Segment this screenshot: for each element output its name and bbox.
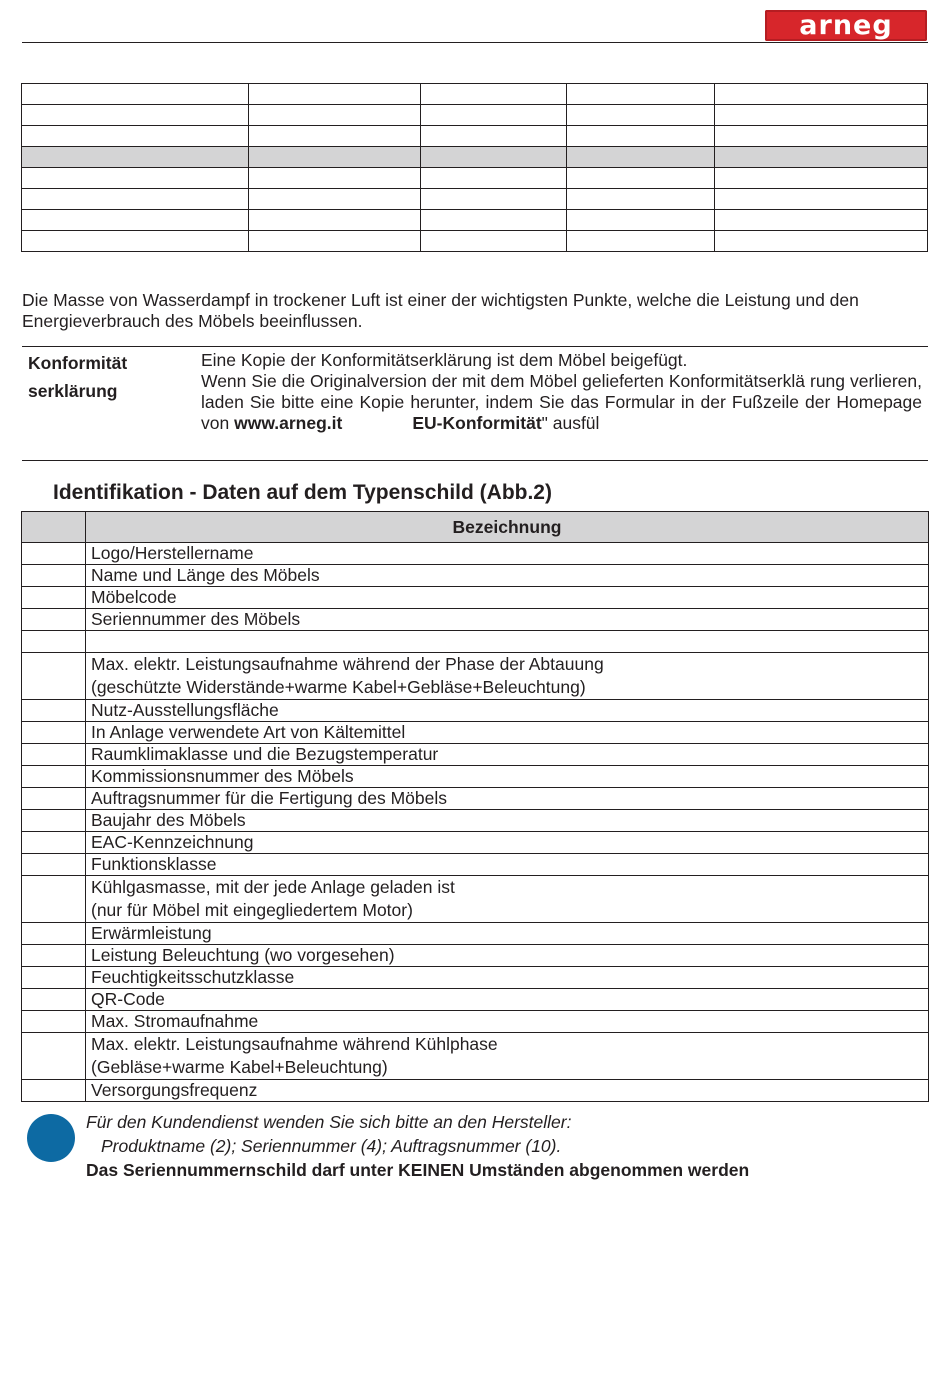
row-number-cell (22, 1011, 86, 1033)
row-description: Leistung Beleuchtung (wo vorgesehen) (91, 945, 395, 965)
row-description: Baujahr des Möbels (91, 810, 246, 830)
table-cell (715, 84, 928, 105)
identification-row (22, 722, 929, 744)
row-number-cell (22, 653, 86, 700)
table-cell (22, 105, 249, 126)
note-line3: Das Seriennummernschild darf unter KEINEN Umständen abgenommen werden (86, 1160, 750, 1180)
table-cell (420, 126, 567, 147)
identification-row (22, 1011, 929, 1033)
conformity-line2 (201, 371, 922, 434)
table-cell (567, 105, 715, 126)
row-description (91, 631, 923, 652)
row-number-cell (22, 923, 86, 945)
row-number-cell (22, 744, 86, 766)
table-cell (248, 210, 420, 231)
row-number-cell (22, 543, 86, 565)
table-row (22, 105, 928, 126)
row-description-cell (86, 722, 929, 744)
identification-row (22, 700, 929, 722)
row-description-cell (86, 876, 929, 923)
row-number-cell (22, 832, 86, 854)
row-number-cell (22, 967, 86, 989)
row-description: Nutz-Ausstellungsfläche (91, 700, 279, 720)
row-description: Kommissionsnummer des Möbels (91, 766, 354, 786)
row-description-line2: (Gebläse+warme Kabel+Beleuchtung) (91, 1057, 388, 1077)
conformity-label-line2: serklärung (28, 381, 118, 401)
row-description-cell (86, 543, 929, 565)
table-cell (567, 231, 715, 252)
row-description: In Anlage verwendete Art von Kältemittel (91, 722, 406, 742)
table-cell (248, 126, 420, 147)
row-description-line2: (geschützte Widerstände+warme Kabel+Gebläse+Beleuchtung) (91, 677, 586, 697)
table-cell (567, 168, 715, 189)
table-cell (22, 147, 249, 168)
row-number-cell (22, 700, 86, 722)
row-description: Funktionsklasse (91, 854, 217, 874)
table-cell (248, 105, 420, 126)
vapor-paragraph: Die Masse von Wasserdampf in trockener Luft ist einer der wichtigsten Punkte, welche die Leistung und den Energieverbrauch des Möbels beeinflussen. (22, 290, 859, 331)
identification-row (22, 945, 929, 967)
identification-row (22, 989, 929, 1011)
table-cell (22, 231, 249, 252)
table-cell (248, 168, 420, 189)
table-cell (567, 189, 715, 210)
note-line1: Für den Kundendienst wenden Sie sich bitte an den Hersteller: (86, 1112, 572, 1132)
conformity-line2-text: Wenn Sie die Originalversion der mit dem Möbel gelieferten Konformitätserklä rung verlieren, laden Sie bitte eine Kopie herunter, indem Sie das Formular in der Fußzeile der Homepage von (201, 371, 922, 433)
row-number-cell (22, 722, 86, 744)
table-row (22, 147, 928, 168)
identification-row (22, 587, 929, 609)
row-description-cell (86, 989, 929, 1011)
table-cell (248, 189, 420, 210)
table-cell (715, 210, 928, 231)
row-description-cell (86, 854, 929, 876)
note-line2: Produktname (2); Seriennummer (4); Auftragsnummer (10). (101, 1136, 562, 1156)
row-description: Versorgungsfrequenz (91, 1080, 258, 1100)
table-row (22, 189, 928, 210)
identification-row (22, 565, 929, 587)
conformity-label (28, 349, 178, 405)
table-cell (567, 210, 715, 231)
conformity-text (201, 350, 922, 434)
identification-row (22, 923, 929, 945)
table-cell (420, 210, 567, 231)
identification-row (22, 1033, 929, 1080)
identification-row (22, 788, 929, 810)
conformity-top-rule (22, 346, 928, 347)
row-number-cell (22, 766, 86, 788)
row-description: Logo/Herstellername (91, 543, 254, 563)
table-cell (248, 231, 420, 252)
row-number-cell (22, 631, 86, 653)
row-number-cell (22, 810, 86, 832)
identification-table (21, 511, 929, 1102)
row-description-line2: (nur für Möbel mit eingegliedertem Motor) (91, 900, 413, 920)
eu-conformity-label: EU-Konformität (412, 413, 542, 433)
row-description-cell (86, 631, 929, 653)
number-header-cell (22, 512, 86, 543)
conformity-line1: Eine Kopie der Konformitätserklärung ist dem Möbel beigefügt. (201, 350, 688, 370)
row-description: Raumklimaklasse und die Bezugstemperatur (91, 744, 439, 764)
row-number-cell (22, 1033, 86, 1080)
row-number-cell (22, 788, 86, 810)
arneg-logo: arneg (765, 10, 927, 41)
table-row (22, 210, 928, 231)
identification-row (22, 1080, 929, 1102)
table-row (22, 84, 928, 105)
row-description-cell (86, 609, 929, 631)
table-cell (420, 189, 567, 210)
table-row (22, 231, 928, 252)
table-row (22, 126, 928, 147)
row-description-cell (86, 1080, 929, 1102)
conformity-bottom-rule (22, 460, 928, 461)
table-row (22, 168, 928, 189)
row-description: Seriennummer des Möbels (91, 609, 301, 629)
row-description: Kühlgasmasse, mit der jede Anlage geladen ist (91, 877, 455, 897)
row-number-cell (22, 565, 86, 587)
row-description-cell (86, 967, 929, 989)
identification-row (22, 876, 929, 923)
section-title: Identifikation - Daten auf dem Typenschild (Abb.2) (53, 481, 552, 504)
service-note (86, 1110, 926, 1182)
row-description: Max. Stromaufnahme (91, 1011, 259, 1031)
row-description: Möbelcode (91, 587, 177, 607)
identification-row (22, 967, 929, 989)
row-description-cell (86, 587, 929, 609)
row-description-cell (86, 945, 929, 967)
row-description: Max. elektr. Leistungsaufnahme während der Phase der Abtauung (91, 654, 604, 674)
row-description: QR-Code (91, 989, 165, 1009)
table-cell (715, 231, 928, 252)
identification-row (22, 854, 929, 876)
table-cell (567, 84, 715, 105)
table-cell (22, 189, 249, 210)
table-cell (22, 126, 249, 147)
table-cell (22, 168, 249, 189)
table-cell (715, 168, 928, 189)
row-number-cell (22, 989, 86, 1011)
identification-header-row (22, 512, 929, 543)
row-description: Feuchtigkeitsschutzklasse (91, 967, 295, 987)
row-description-cell (86, 565, 929, 587)
row-number-cell (22, 854, 86, 876)
table-cell (715, 147, 928, 168)
conformity-line2-end: " ausfül (541, 413, 600, 433)
row-description-cell (86, 923, 929, 945)
row-description-cell (86, 766, 929, 788)
table-cell (715, 105, 928, 126)
row-description-cell (86, 788, 929, 810)
row-description-cell (86, 744, 929, 766)
identification-row (22, 609, 929, 631)
row-number-cell (22, 945, 86, 967)
info-dot-icon (27, 1114, 75, 1162)
row-description: Auftragsnummer für die Fertigung des Möbels (91, 788, 447, 808)
identification-row (22, 810, 929, 832)
row-number-cell (22, 876, 86, 923)
table-cell (567, 126, 715, 147)
table-cell (248, 84, 420, 105)
row-description: Max. elektr. Leistungsaufnahme während Kühlphase (91, 1034, 498, 1054)
row-description: Name und Länge des Möbels (91, 565, 320, 585)
table-cell (420, 168, 567, 189)
identification-row (22, 832, 929, 854)
table-cell (715, 126, 928, 147)
table-cell (420, 105, 567, 126)
row-number-cell (22, 587, 86, 609)
row-description: EAC-Kennzeichnung (91, 832, 254, 852)
identification-row (22, 543, 929, 565)
row-description-cell (86, 653, 929, 700)
table-cell (22, 84, 249, 105)
identification-row (22, 766, 929, 788)
empty-data-table (21, 83, 928, 252)
row-description-cell (86, 700, 929, 722)
row-description-cell (86, 1033, 929, 1080)
identification-row (22, 653, 929, 700)
identification-row (22, 631, 929, 653)
row-description-cell (86, 1011, 929, 1033)
identification-row (22, 744, 929, 766)
table-cell (420, 147, 567, 168)
row-description: Erwärmleistung (91, 923, 212, 943)
table-cell (420, 84, 567, 105)
row-description-cell (86, 810, 929, 832)
table-cell (715, 189, 928, 210)
table-cell (420, 231, 567, 252)
website-link[interactable]: www.arneg.it (234, 413, 343, 433)
row-number-cell (22, 1080, 86, 1102)
table-cell (22, 210, 249, 231)
header-rule (22, 42, 928, 43)
conformity-label-line1: Konformität (28, 353, 128, 373)
description-header-cell: Bezeichnung (86, 512, 929, 543)
row-description-cell (86, 832, 929, 854)
row-number-cell (22, 609, 86, 631)
table-cell (248, 147, 420, 168)
table-cell (567, 147, 715, 168)
